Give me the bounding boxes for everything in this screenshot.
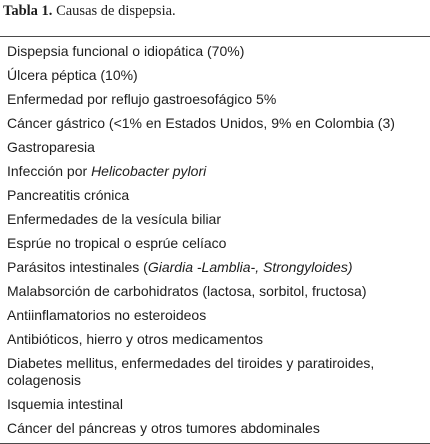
table-cell-text: Enfermedades de la vesícula biliar — [7, 211, 222, 227]
table-caption — [3, 2, 176, 20]
table-cell-italic-text: Giardia -Lamblia-, Strongyloides) — [147, 259, 353, 275]
table-caption-title: Causas de dispepsia. — [56, 3, 176, 19]
table-cell-text: Cáncer del páncreas y otros tumores abdominales — [7, 420, 320, 436]
table-row — [7, 232, 425, 256]
table-cell-text: Pancreatitis crónica — [7, 187, 130, 203]
table-row — [7, 328, 425, 352]
table-cell-text: Malabsorción de carbohidratos (lactosa, sorbitol, fructosa) — [7, 283, 367, 299]
table-cell-text: Diabetes mellitus, enfermedades del tiroides y paratiroides, colagenosis — [7, 355, 375, 388]
table-row — [7, 40, 425, 64]
table-row — [7, 112, 425, 136]
table-row — [7, 136, 425, 160]
table-row — [7, 352, 425, 393]
table-cell-text: Isquemia intestinal — [7, 396, 123, 412]
table-row — [7, 160, 425, 184]
table-cell-text: Cáncer gástrico (<1% en Estados Unidos, 9% en Colombia (3) — [7, 115, 395, 131]
table-top-rule — [0, 36, 430, 37]
table-cell-text: Gastroparesia — [7, 139, 95, 155]
table-row — [7, 88, 425, 112]
table-row — [7, 280, 425, 304]
table-cell-text: Enfermedad por reflujo gastroesofágico 5% — [7, 91, 277, 107]
table-cell-text: Parásitos intestinales ( — [7, 259, 148, 275]
table-row — [7, 208, 425, 232]
table-row — [7, 304, 425, 328]
table-cell-text: Dispepsia funcional o idiopática (70%) — [7, 43, 245, 59]
table-row — [7, 417, 425, 441]
table-row — [7, 256, 425, 280]
table-caption-label: Tabla 1. — [3, 3, 53, 19]
table-cell-text: Esprúe no tropical o esprúe celíaco — [7, 235, 227, 251]
table-cell-text: Infección por — [7, 163, 92, 179]
table-cell-text: Úlcera péptica (10%) — [7, 67, 138, 83]
table-cell-text: Antibióticos, hierro y otros medicamentos — [7, 331, 263, 347]
table-cell-italic-text: Helicobacter pylori — [91, 163, 207, 179]
causes-table — [7, 40, 425, 441]
table-row — [7, 64, 425, 88]
table-row — [7, 184, 425, 208]
table-cell-text: Antiinflamatorios no esteroideos — [7, 307, 207, 323]
table-row — [7, 393, 425, 417]
